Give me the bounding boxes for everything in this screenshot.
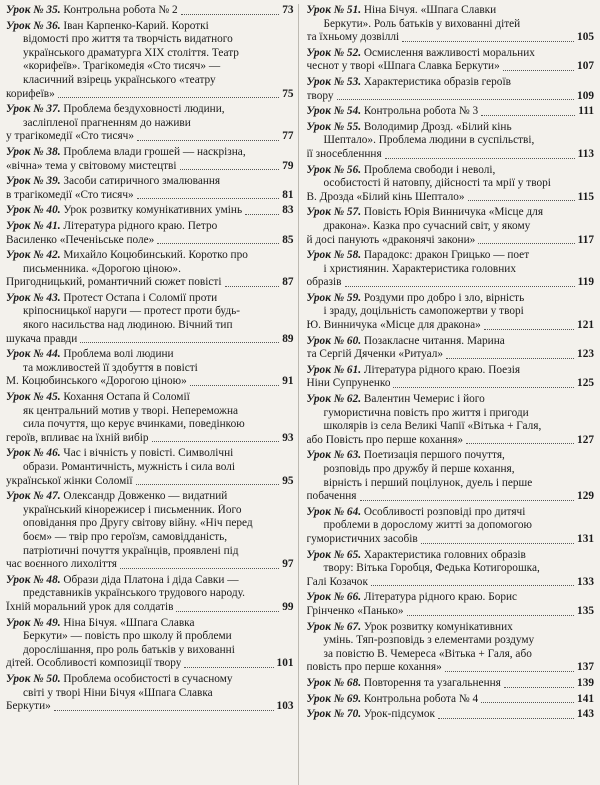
dot-leader	[407, 615, 575, 616]
lesson-title-continued: Беркути» — повість про школу й проблеми	[23, 630, 232, 643]
page-number: 105	[577, 31, 594, 44]
toc-entry	[307, 693, 595, 707]
lesson-title: Урок № 39. Засоби сатиричного змалювання	[6, 175, 221, 188]
lesson-title: Урок № 62. Валентин Чемерис і його	[306, 393, 485, 406]
page-number: 93	[282, 431, 294, 444]
dot-leader	[190, 385, 279, 386]
dot-leader	[393, 387, 574, 388]
lesson-number: Урок № 52.	[306, 46, 362, 59]
lesson-number: Урок № 60.	[306, 334, 362, 347]
lesson-title-continued: якого насильства над людиною. Вічний тип	[23, 319, 233, 332]
lesson-title: Урок № 40. Урок розвитку комунікативних умінь	[6, 204, 243, 217]
page-number: 99	[282, 600, 294, 613]
page-number: 89	[282, 332, 294, 345]
toc-entry-last-line	[307, 191, 595, 205]
lesson-title-continued: М. Коцюбинського «Дорогою ціною»	[6, 375, 187, 388]
lesson-title-continued: оповідання про Другу світову війну. «Ніч перед	[23, 517, 253, 530]
dot-leader	[181, 14, 280, 15]
lesson-number: Урок № 55.	[306, 120, 362, 133]
toc-entry	[6, 146, 294, 173]
lesson-title: Урок № 56. Проблема свободи і неволі,	[306, 163, 496, 176]
lesson-title-continued: Галі Козачок	[306, 575, 368, 588]
dot-leader	[136, 484, 280, 485]
toc-entry-last-line	[307, 105, 595, 119]
toc-entry	[307, 105, 595, 119]
dot-leader	[421, 543, 574, 544]
lesson-title: Урок № 55. Володимир Дрозд. «Білий кінь	[306, 120, 512, 133]
toc-entry	[307, 164, 595, 205]
toc-entry-last-line	[6, 558, 294, 572]
lesson-title-continued: української жінки Соломії	[6, 474, 133, 487]
lesson-title-continued: образи. Романтичність, мужність і сила волі	[23, 461, 235, 473]
lesson-title-continued: розповідь про дружбу й перше кохання,	[323, 463, 515, 475]
toc-entry	[307, 47, 595, 74]
lesson-title-continued: сила почуття, що керує вчинками, поведінкою	[23, 418, 245, 431]
lesson-number: Урок № 56.	[306, 163, 362, 176]
dot-leader	[478, 243, 574, 244]
page-number: 107	[577, 60, 594, 73]
dot-leader	[157, 243, 279, 244]
toc-entry	[6, 391, 294, 445]
lesson-title-continued: чеснот у творі «Шпага Славка Беркути»	[306, 60, 500, 73]
toc-entry	[6, 617, 294, 671]
toc-entry	[307, 364, 595, 391]
lesson-title: Урок № 60. Позакласне читання. Марина	[306, 334, 505, 347]
lesson-number: Урок № 65.	[306, 548, 362, 561]
dot-leader	[438, 718, 574, 719]
lesson-number: Урок № 70.	[306, 708, 362, 721]
toc-entry-last-line	[307, 31, 595, 45]
dot-leader	[137, 140, 279, 141]
page-number: 125	[577, 377, 594, 390]
dot-leader	[402, 41, 574, 42]
dot-leader	[484, 329, 574, 330]
lesson-number: Урок № 47.	[6, 490, 61, 503]
page-number: 133	[577, 575, 594, 588]
toc-entry	[6, 292, 294, 346]
lesson-number: Урок № 62.	[306, 393, 362, 406]
lesson-title-continued: Ніни Супруненко	[306, 377, 391, 390]
toc-entry-last-line	[307, 708, 595, 722]
lesson-title-continued: «вічна» тема у світовому мистецтві	[6, 159, 177, 172]
toc-entry	[6, 4, 294, 18]
page-number: 123	[577, 348, 594, 361]
toc-entry-last-line	[307, 319, 595, 333]
lesson-title-continued: побачення	[306, 490, 357, 503]
lesson-title-continued: і зраду, доцільність самопожертви у творі	[323, 305, 524, 318]
lesson-title-continued: школярів із села Великі Чапії «Вітька + Галя,	[323, 420, 542, 433]
lesson-title: Урок № 42. Михайло Коцюбинський. Коротко про	[6, 249, 248, 262]
lesson-title: Урок № 45. Кохання Остапа й Соломії	[6, 391, 190, 404]
lesson-title-continued: українського драматурга XIX століття. Театр	[23, 46, 239, 59]
lesson-number: Урок № 44.	[6, 348, 61, 361]
lesson-title-continued: проблеми в дорослому житті за допомогою	[323, 519, 532, 532]
toc-entry-last-line	[307, 576, 595, 590]
page-number: 141	[577, 692, 594, 705]
page-number: 143	[577, 708, 594, 721]
toc-entry-last-line	[6, 657, 294, 671]
dot-leader	[120, 568, 279, 569]
dot-leader	[184, 667, 273, 668]
lesson-title-continued: та Сергій Дяченки «Ритуал»	[306, 348, 444, 361]
lesson-title-continued: гумористична повість про життя і пригоди	[323, 406, 529, 419]
lesson-title: Урок № 57. Повість Юрія Винничука «Місце для	[306, 206, 544, 219]
lesson-number: Урок № 46.	[6, 447, 61, 460]
lesson-title-continued: Пригодницький, романтичний сюжет повісті	[6, 276, 222, 289]
lesson-number: Урок № 50.	[6, 672, 61, 685]
dot-leader	[371, 585, 574, 586]
toc-entry	[6, 447, 294, 488]
lesson-title-continued: Шептало». Проблема людини в суспільстві,	[323, 134, 535, 147]
page-number: 135	[577, 604, 594, 617]
toc-entry-last-line	[307, 434, 595, 448]
lesson-number: Урок № 57.	[306, 206, 362, 219]
lesson-title: Урок № 54. Контрольна робота № 3	[306, 105, 479, 118]
page-number: 83	[282, 204, 294, 217]
lesson-title-continued: дітей. Особливості композиції твору	[6, 657, 182, 670]
lesson-title-continued: героїв, впливає на їхній вибір	[6, 431, 149, 444]
lesson-title-continued: її зносебленння	[306, 147, 382, 160]
page-number: 85	[282, 233, 294, 246]
lesson-number: Урок № 49.	[6, 616, 61, 629]
page-number: 121	[577, 319, 594, 332]
page-number: 79	[282, 159, 294, 172]
toc-entry	[307, 335, 595, 362]
lesson-title-continued: дорослішання, про роль батьків у вихованні	[23, 643, 235, 656]
page-number: 75	[282, 87, 294, 100]
toc-entry	[6, 20, 294, 102]
dot-leader	[360, 500, 575, 501]
dot-leader	[245, 214, 279, 215]
lesson-title: Урок № 67. Урок розвитку комунікативних	[306, 620, 513, 633]
lesson-title-continued: класичний взірець українського «театру	[23, 73, 216, 86]
lesson-title: Урок № 49. Ніна Бічуя. «Шпага Славка	[6, 616, 195, 629]
toc-entry-last-line	[307, 90, 595, 104]
dot-leader	[481, 702, 574, 703]
toc-entry-last-line	[6, 375, 294, 389]
lesson-title: Урок № 44. Проблема волі людини	[6, 348, 174, 361]
lesson-number: Урок № 67.	[306, 620, 362, 633]
lesson-title: Урок № 59. Роздуми про добро і зло, вірність	[306, 291, 525, 304]
toc-entry-last-line	[307, 377, 595, 391]
lesson-title: Урок № 47. Олександр Довженко — видатний	[6, 490, 228, 503]
dot-leader	[345, 286, 575, 287]
page-number: 73	[282, 4, 294, 16]
lesson-number: Урок № 40.	[6, 204, 61, 217]
toc-entry-last-line	[6, 601, 294, 615]
toc-entry-last-line	[307, 348, 595, 362]
lesson-title: Урок № 43. Протест Остапа і Соломії проти	[6, 291, 218, 304]
page-number: 127	[577, 433, 594, 446]
lesson-title-continued: Грінченко «Панько»	[306, 604, 404, 617]
toc-entry-last-line	[307, 533, 595, 547]
lesson-title-continued: особистості й натовпу, дійсності та мрії у творі	[323, 177, 551, 190]
toc-entry	[6, 204, 294, 218]
page-number: 119	[577, 276, 594, 289]
lesson-title-continued: та можливостей її здобуття в повісті	[23, 361, 198, 374]
page-number: 137	[577, 661, 594, 674]
lesson-number: Урок № 68.	[306, 676, 362, 689]
lesson-number: Урок № 43.	[6, 291, 61, 304]
dot-leader	[137, 198, 280, 199]
lesson-number: Урок № 51.	[306, 4, 362, 16]
toc-entry-last-line	[307, 661, 595, 675]
toc-entry	[6, 103, 294, 144]
lesson-title-continued: корифеїв»	[6, 87, 55, 100]
toc-entry	[6, 348, 294, 389]
lesson-number: Урок № 36.	[6, 19, 61, 32]
lesson-title-continued: Василенко «Печеніьське поле»	[6, 233, 155, 246]
toc-entry-last-line	[307, 677, 595, 691]
lesson-title-continued: представників українського трудового народу.	[23, 587, 245, 600]
toc-entry	[307, 506, 595, 547]
toc-entry	[6, 249, 294, 290]
lesson-title-continued: дракона». Казка про сучасний світ, у якому	[323, 219, 531, 232]
dot-leader	[337, 99, 575, 100]
toc-entry	[6, 220, 294, 247]
lesson-title: Урок № 35. Контрольна робота № 2	[6, 4, 178, 16]
lesson-title: Урок № 50. Проблема особистості в сучасному	[6, 672, 233, 685]
lesson-title: Урок № 66. Література рідного краю. Борис	[306, 591, 518, 604]
lesson-title-continued: патріотичні почуття українців, проявлені під	[23, 544, 239, 557]
page-number: 97	[282, 558, 294, 571]
lesson-title-continued: український кінорежисер і письменник. Його	[23, 503, 242, 516]
dot-leader	[481, 115, 575, 116]
toc-entry-last-line	[6, 276, 294, 290]
lesson-title: Урок № 36. Іван Карпенко-Карий. Короткі	[6, 19, 209, 32]
page-number: 115	[577, 190, 594, 203]
toc-entry-last-line	[6, 475, 294, 489]
lesson-number: Урок № 64.	[306, 505, 362, 518]
lesson-title: Урок № 64. Особливості розповіді про дитячі	[306, 505, 526, 518]
toc-entry	[307, 677, 595, 691]
lesson-number: Урок № 35.	[6, 4, 61, 16]
lesson-title: Урок № 48. Образи діда Платона і діда Савки —	[6, 573, 239, 586]
toc-entry-last-line	[6, 333, 294, 347]
lesson-title: Урок № 69. Контрольна робота № 4	[306, 692, 479, 705]
toc-left-column	[6, 4, 299, 785]
lesson-number: Урок № 48.	[6, 573, 61, 586]
toc-entry-last-line	[307, 234, 595, 248]
lesson-title-continued: як центральний мотив у творі. Непереможна	[23, 404, 239, 417]
lesson-title-continued: Беркути». Роль батьків у вихованні дітей	[323, 17, 521, 30]
lesson-title-continued: вірність і перший поцілунок, дуель і перше	[323, 476, 533, 489]
toc-entry-last-line	[6, 130, 294, 144]
toc-entry	[307, 449, 595, 503]
toc-entry	[307, 708, 595, 722]
lesson-title-continued: світі у творі Ніни Бічуя «Шпага Славка	[23, 686, 213, 699]
page-number: 87	[282, 276, 294, 289]
toc-entry	[6, 574, 294, 615]
lesson-title-continued: Їхній моральний урок для солдатів	[6, 600, 174, 613]
lesson-title: Урок № 61. Література рідного краю. Поезія	[306, 363, 521, 376]
lesson-number: Урок № 54.	[306, 105, 362, 118]
lesson-title: Урок № 46. Час і вічність у повісті. Символічні	[6, 447, 234, 460]
toc-entry	[307, 393, 595, 447]
toc-entry-last-line	[6, 700, 294, 714]
toc-entry-last-line	[6, 234, 294, 248]
page-number: 77	[282, 130, 294, 143]
dot-leader	[385, 158, 575, 159]
lesson-title-continued: кріпосницької наруги — протест проти будь-	[23, 305, 241, 318]
toc-entry-last-line	[6, 204, 294, 218]
lesson-number: Урок № 41.	[6, 219, 61, 232]
page-number: 109	[577, 89, 594, 102]
page-number: 131	[577, 532, 594, 545]
lesson-number: Урок № 58.	[306, 249, 362, 262]
lesson-title: Урок № 65. Характеристика головних образів	[306, 548, 526, 561]
lesson-title-continued: за повістю В. Чемереса «Вітька + Галя, або	[323, 647, 532, 660]
dot-leader	[54, 710, 274, 711]
toc-entry-last-line	[6, 432, 294, 446]
lesson-number: Урок № 37.	[6, 103, 61, 116]
page-number: 111	[578, 105, 594, 118]
toc-entry	[6, 175, 294, 202]
lesson-number: Урок № 42.	[6, 249, 61, 262]
toc-entry	[307, 549, 595, 590]
dot-leader	[225, 286, 280, 287]
lesson-title-continued: повість про перше кохання»	[306, 661, 442, 674]
lesson-title: Урок № 68. Повторення та узагальнення	[306, 676, 501, 689]
toc-entry	[307, 292, 595, 333]
dot-leader	[445, 671, 574, 672]
lesson-number: Урок № 61.	[306, 363, 362, 376]
lesson-number: Урок № 69.	[306, 692, 362, 705]
lesson-title: Урок № 70. Урок-підсумок	[306, 708, 436, 721]
toc-entry	[307, 121, 595, 162]
toc-entry	[6, 490, 294, 572]
lesson-title-continued: й досі панують «драконячі закони»	[306, 233, 476, 246]
lesson-number: Урок № 66.	[306, 591, 362, 604]
lesson-number: Урок № 39.	[6, 175, 61, 188]
toc-entry-last-line	[307, 693, 595, 707]
lesson-title: Урок № 37. Проблема бездуховності людини,	[6, 103, 225, 116]
page-number: 103	[276, 700, 294, 713]
page-number: 81	[282, 188, 294, 201]
toc-entry-last-line	[6, 189, 294, 203]
toc-entry-last-line	[6, 160, 294, 174]
toc-entry	[6, 673, 294, 714]
lesson-title: Урок № 53. Характеристика образів героїв	[306, 75, 511, 88]
page-number: 129	[577, 490, 594, 503]
lesson-title: Урок № 41. Література рідного краю. Петро	[6, 219, 218, 232]
toc-entry	[307, 76, 595, 103]
page-number: 117	[577, 233, 594, 246]
lesson-title-continued: твору: Вітька Горобця, Федька Котигорошка,	[323, 562, 540, 575]
dot-leader	[180, 169, 280, 170]
lesson-title-continued: або Повість про перше кохання»	[306, 433, 464, 446]
lesson-title-continued: образів	[306, 276, 342, 289]
lesson-number: Урок № 63.	[306, 449, 362, 462]
toc-right-column	[307, 4, 595, 785]
lesson-title-continued: боєм» — твір про героїзм, самовідданість,	[23, 530, 228, 543]
lesson-number: Урок № 45.	[6, 391, 61, 404]
lesson-title: Урок № 63. Поетизація першого почуття,	[306, 449, 505, 462]
dot-leader	[176, 611, 279, 612]
toc-entry-last-line	[6, 88, 294, 102]
toc-entry-last-line	[307, 60, 595, 74]
dot-leader	[58, 97, 279, 98]
lesson-title-continued: у трагікомедії «Сто тисяч»	[6, 130, 135, 143]
page-number: 113	[577, 147, 594, 160]
lesson-title-continued: гумористичних засобів	[306, 532, 418, 545]
dot-leader	[466, 443, 574, 444]
lesson-title-continued: письменника. «Дорогою ціною».	[23, 262, 181, 275]
lesson-title-continued: Ю. Винничука «Місце для дракона»	[306, 319, 481, 332]
toc-entry	[307, 621, 595, 675]
toc-entry	[307, 591, 595, 618]
lesson-title-continued: та їхньому дозвіллі	[306, 31, 400, 44]
lesson-title: Урок № 52. Осмислення важливості моральних	[306, 46, 535, 59]
page-number: 101	[276, 657, 294, 670]
lesson-number: Урок № 38.	[6, 145, 61, 158]
lesson-title: Урок № 38. Проблема влади грошей — наскрізна,	[6, 145, 246, 158]
toc-entry	[307, 4, 595, 45]
lesson-title-continued: В. Дрозда «Білий кінь Шептало»	[306, 190, 465, 203]
lesson-title-continued: відомості про життя та творчість видатного	[23, 33, 233, 46]
lesson-title-continued: «корифеїв». Трагікомедія «Сто тисяч» —	[23, 60, 221, 73]
lesson-title-continued: Беркути»	[6, 700, 51, 713]
toc-entry-last-line	[6, 4, 294, 18]
lesson-number: Урок № 59.	[306, 291, 362, 304]
dot-leader	[504, 687, 574, 688]
page-number: 139	[577, 676, 594, 689]
dot-leader	[503, 70, 574, 71]
toc-entry-last-line	[307, 276, 595, 290]
dot-leader	[446, 358, 574, 359]
page-number: 95	[282, 474, 294, 487]
dot-leader	[468, 200, 575, 201]
lesson-title-continued: і християнин. Характеристика головних	[323, 262, 516, 275]
lesson-title: Урок № 58. Парадокс: дракон Грицько — поет	[306, 249, 530, 262]
lesson-title-continued: в трагікомедії «Сто тисяч»	[6, 188, 134, 201]
lesson-title-continued: умінь. Тяп-розповідь з елементами роздуму	[323, 634, 535, 647]
toc-entry-last-line	[307, 490, 595, 504]
toc-entry	[307, 206, 595, 247]
lesson-number: Урок № 53.	[306, 75, 362, 88]
dot-leader	[80, 342, 279, 343]
lesson-title-continued: шукача правди	[6, 332, 78, 345]
toc-entry-last-line	[307, 605, 595, 619]
toc-entry-last-line	[307, 148, 595, 162]
page-number: 91	[282, 375, 294, 388]
dot-leader	[152, 441, 280, 442]
toc-entry	[307, 249, 595, 290]
lesson-title: Урок № 51. Ніна Бічуя. «Шпага Славки	[306, 4, 497, 16]
lesson-title-continued: твору	[306, 89, 334, 102]
lesson-title-continued: засліпленої прагненням до наживи	[23, 116, 191, 129]
lesson-title-continued: час воєнного лихоліття	[6, 558, 117, 571]
